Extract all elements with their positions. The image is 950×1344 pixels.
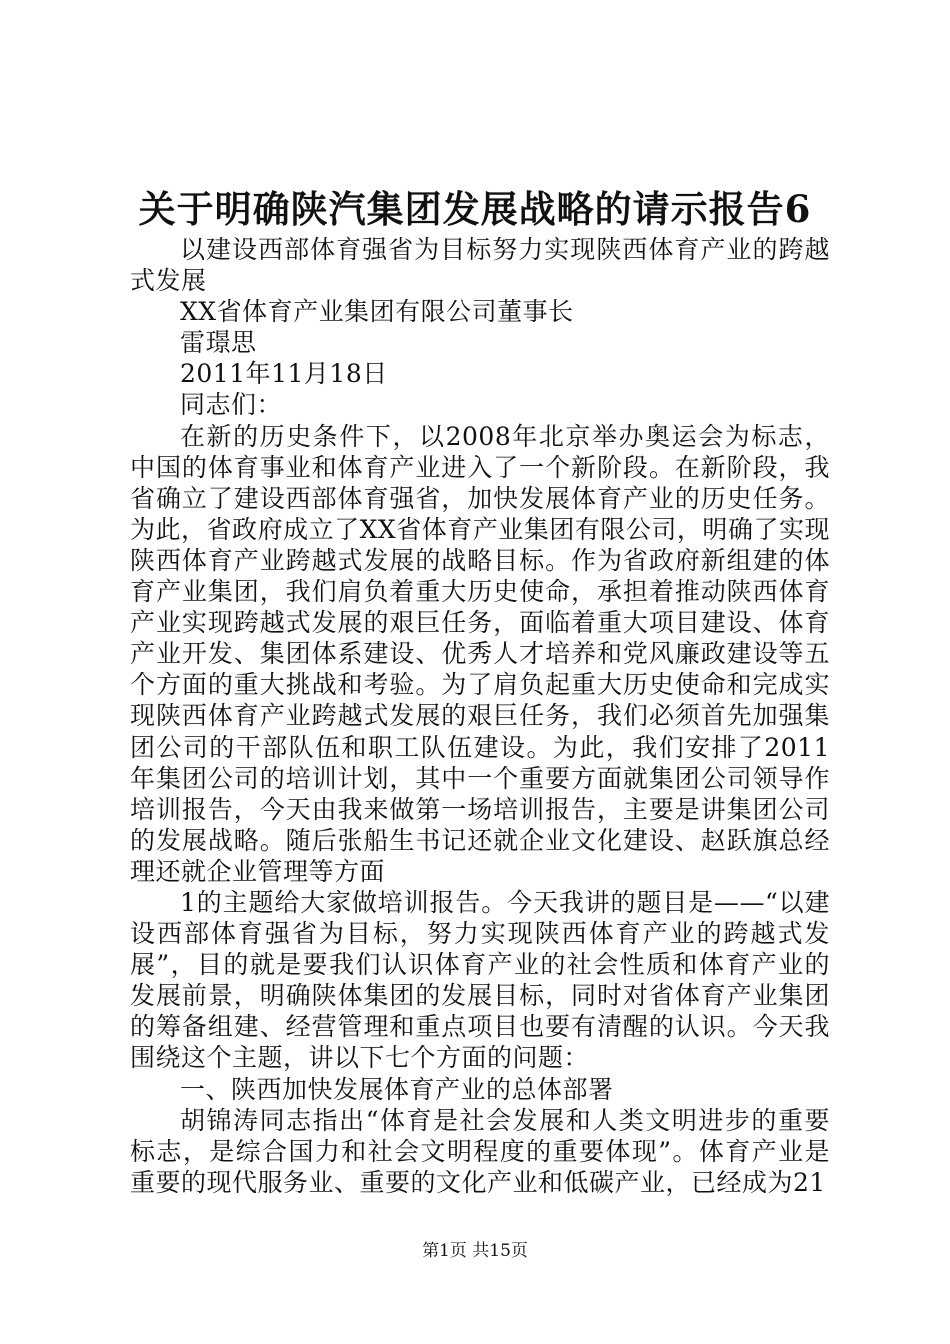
- body-paragraph: 1的主题给大家做培训报告。今天我讲的题目是——“以建设西部体育强省为目标，努力实现陕西体育产业的跨越式发展”，目的就是要我们认识体育产业的社会性质和体育产业的发展前景，明确陕体集团的发展目标，同时对省体育产业集团的筹备组建、经营管理和重点项目也要有清醒的认识。今天我围绕这个主题，讲以下七个方面的问题：: [130, 887, 830, 1073]
- author-name-paragraph: 雷璟思: [180, 328, 257, 358]
- body-paragraph: 胡锦涛同志指出“体育是社会发展和人类文明进步的重要标志，是综合国力和社会文明程度的重要体现”。体育产业是重要的现代服务业、重要的文化产业和低碳产业，已经成为21: [130, 1105, 830, 1197]
- document-title: 关于明确陕汽集团发展战略的请示报告6: [138, 187, 812, 231]
- section-heading: 一、陕西加快发展体育产业的总体部署: [180, 1074, 614, 1104]
- page-footer: 第1页 共15页: [422, 1241, 528, 1261]
- subtitle-paragraph: 以建设西部体育强省为目标努力实现陕西体育产业的跨越式发展: [130, 235, 830, 296]
- author-org-paragraph: XX省体育产业集团有限公司董事长: [180, 297, 574, 327]
- date-paragraph: 2011年11月18日: [180, 359, 388, 389]
- document-body: [130, 234, 830, 1198]
- body-paragraph: 在新的历史条件下，以2008年北京举办奥运会为标志，中国的体育事业和体育产业进入了一个新阶段。在新阶段，我省确立了建设西部体育强省，加快发展体育产业的历史任务。为此，省政府成立了XX省体育产业集团有限公司，明确了实现陕西体育产业跨越式发展的战略目标。作为省政府新组建的体育产业集团，我们肩负着重大历史使命，承担着推动陕西体育产业实现跨越式发展的艰巨任务，面临着重大项目建设、体育产业开发、集团体系建设、优秀人才培养和党风廉政建设等五个方面的重大挑战和考验。为了肩负起重大历史使命和完成实现陕西体育产业跨越式发展的艰巨任务，我们必须首先加强集团公司的干部队伍和职工队伍建设。为此，我们安排了2011年集团公司的培训计划，其中一个重要方面就集团公司领导作培训报告，今天由我来做第一场培训报告，主要是讲集团公司的发展战略。随后张船生书记还就企业文化建设、赵跃旗总经理还就企业管理等方面: [130, 421, 830, 886]
- salutation-paragraph: 同志们：: [180, 390, 283, 420]
